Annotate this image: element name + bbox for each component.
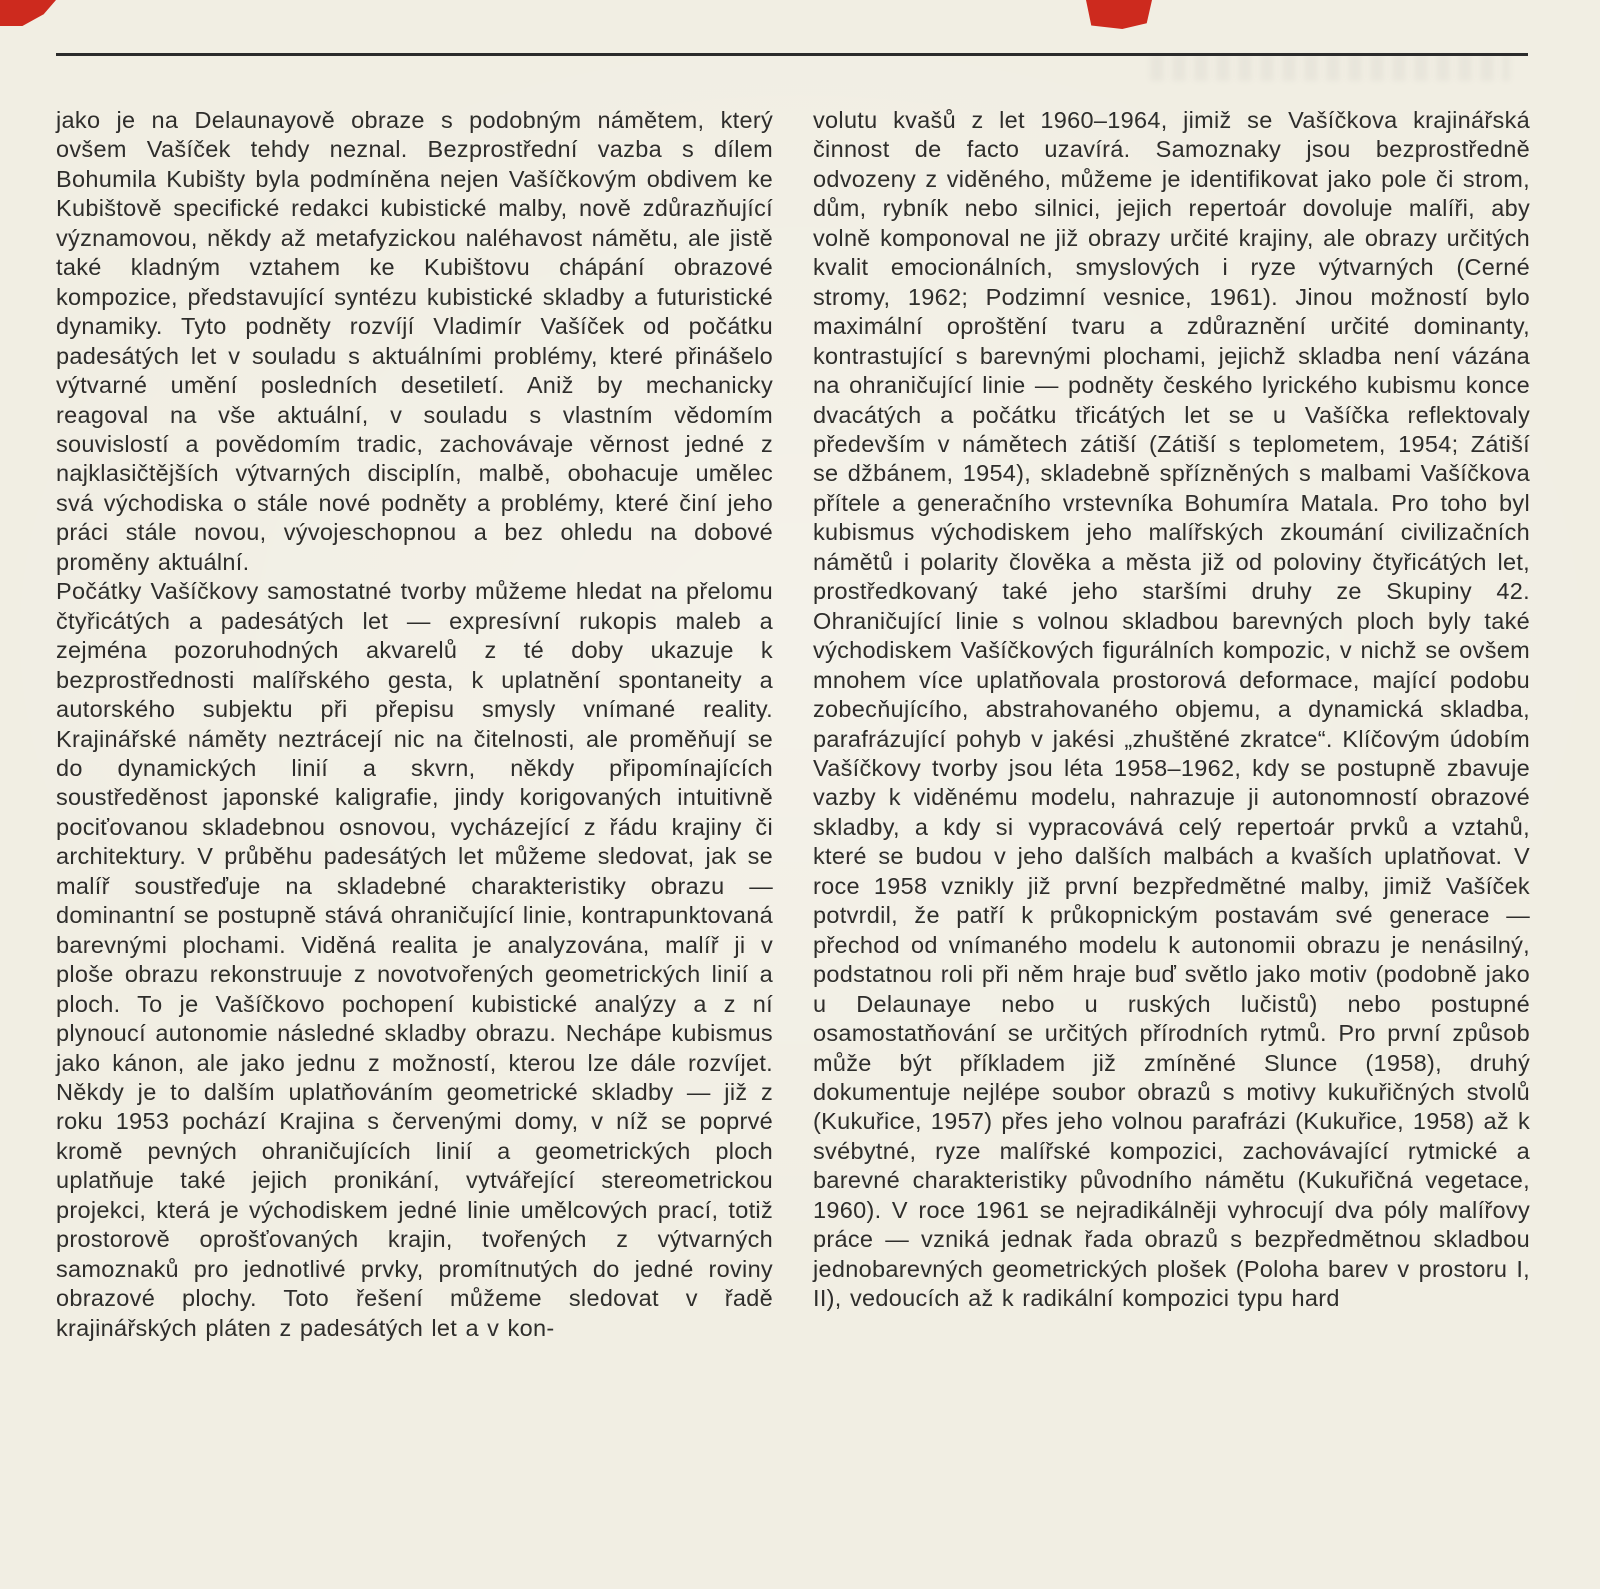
red-registration-mark-left <box>0 0 56 26</box>
right-column <box>813 106 1530 1589</box>
text-columns <box>56 0 1530 1589</box>
paragraph: jako je na Delaunayově obraze s podobným námětem, který ovšem Vašíček tehdy neznal. Bezprostřední vazba s dílem Bohumila Kubišty byla podmíněna nejen Vašíčkovým obdivem ke Kubištově specifické redakci kubistické malby, nově zdůrazňující významovou, někdy až metafyzickou naléhavost námětu, ale jistě také kladným vztahem ke Kubištovu chápání obrazové kompozice, představující syntézu kubistické skladby a futuristické dynamiky. Tyto podněty rozvíjí Vladimír Vašíček od počátku padesátých let v souladu s aktuálními problémy, které přinášelo výtvarné umění posledních desetiletí. Aniž by mechanicky reagoval na vše aktuální, v souladu s vlastním vědomím souvislostí a povědomím tradic, zachovávaje věrnost jedné z najklasičtějších výtvarných disciplín, malbě, obohacuje umělec svá východiska o stále nové podněty a problémy, které činí jeho práci stále novou, vývojeschopnou a bez ohledu na dobové proměny aktuální. <box>56 107 773 575</box>
paragraph: volutu kvašů z let 1960–1964, jimiž se Vašíčkova krajinářská činnost de facto uzavírá. Samoznaky jsou bezprostředně odvozeny z viděného, můžeme je identifikovat jako pole či strom, dům, rybník nebo silnici, jejich repertoár dovoluje malíři, aby volně komponoval ne již obrazy určité krajiny, ale obrazy určitých kvalit emocionálních, smyslových i ryze výtvarných (Cerné stromy, 1962; Podzimní vesnice, 1961). Jinou možností bylo maximální oproštění tvaru a zdůraznění určité dominanty, kontrastující s barevnými plochami, jejichž skladba není vázána na ohraničující linie — podněty českého lyrického kubismu konce dvacátých a počátku třicátých let se u Vašíčka reflektovaly především v námětech zátiší (Zátiší s teplometem, 1954; Zátiší se džbánem, 1954), skladebně spřízněných s malbami Vašíčkova přítele a generačního vrstevníka Bohumíra Matala. Pro toho byl kubismus východiskem jeho malířských zkoumání civilizačních námětů i polarity člověka a města již od poloviny čtyřicátých let, prostředkovaný také jeho staršími druhy ze Skupiny 42. Ohraničující linie s volnou skladbou barevných ploch byly také východiskem Vašíčkových figurálních kompozic, v nichž se ovšem mnohem více uplatňovala prostorová deformace, mající podobu zobecňujícího, abstrahovaného objemu, a dynamická skladba, parafrázující pohyb v jakési „zhuštěné zkratce“. Klíčovým údobím Vašíčkovy tvorby jsou léta 1958–1962, kdy se postupně zbavuje vazby k viděnému modelu, nahrazuje ji autonomností obrazové skladby, a kdy si vypracovává celý repertoár prvků a vztahů, které se budou v jeho dalších malbách a kvaších uplatňovat. V roce 1958 vznikly již první bezpředmětné malby, jimiž Vašíček potvrdil, že patří k průkopnickým postavám své generace — přechod od vnímaného modelu k autonomii obrazu je nenásilný, podstatnou roli při něm hraje buď světlo jako motiv (podobně jako u Delaunaye nebo u ruských lučistů) nebo postupné osamostatňování se určitých přírodních rytmů. Pro první způsob může být příkladem již zmíněné Slunce (1958), druhý dokumentuje nejlépe soubor obrazů s motivy kukuřičných stvolů (Kukuřice, 1957) přes jeho volnou parafrázi (Kukuřice, 1958) až k svébytné, ryze malířské kompozici, zachovávající rytmické a barevné charakteristiky původního námětu (Kukuřičná vegetace, 1960). V roce 1961 se nejradikálněji vyhrocují dva póly malířovy práce — vzniká jednak řada obrazů s bezpředmětnou skladbou jednobarevných geometrických plošek (Poloha barev v prostoru I, II), vedoucích až k radikální kompozici typu hard <box>813 107 1530 1312</box>
left-column <box>56 106 773 1589</box>
paragraph: Počátky Vašíčkovy samostatné tvorby můžeme hledat na přelomu čtyřicátých a padesátých let — expresívní rukopis maleb a zejména pozoruhodných akvarelů z té doby ukazuje k bezprostřednosti malířského gesta, k uplatnění spontaneity a autorského subjektu při přepisu smysly vnímané reality. Krajinářské náměty neztrácejí nic na čitelnosti, ale proměňují se do dynamických linií a skvrn, někdy připomínajících soustředěnost japonské kaligrafie, jindy korigovaných intuitivně pociťovanou skladebnou osnovou, vycházející z řádu krajiny či architektury. V průběhu padesátých let můžeme sledovat, jak se malíř soustřeďuje na skladebné charakteristiky obrazu — dominantní se postupně stává ohraničující linie, kontrapunktovaná barevnými plochami. Viděná realita je analyzována, malíř ji v ploše obrazu rekonstruuje z novotvořených geometrických linií a ploch. To je Vašíčkovo pochopení kubistické analýzy a z ní plynoucí autonomie následné skladby obrazu. Nechápe kubismus jako kánon, ale jako jednu z možností, kterou lze dále rozvíjet. Někdy je to dalším uplatňováním geometrické skladby — již z roku 1953 pochází Krajina s červenými domy, v níž se poprvé kromě pevných ohraničujících linií a geometrických ploch uplatňuje také jejich pronikání, vytvářející stereometrickou projekci, která je východiskem jedné linie umělcových prací, totiž prostorově oprošťovaných krajin, tvořených z výtvarných samoznaků pro jednotlivé prvky, promítnutých do jedné roviny obrazové plochy. Toto řešení můžeme sledovat v řadě krajinářských pláten z padesátých let a v kon- <box>56 578 773 1341</box>
